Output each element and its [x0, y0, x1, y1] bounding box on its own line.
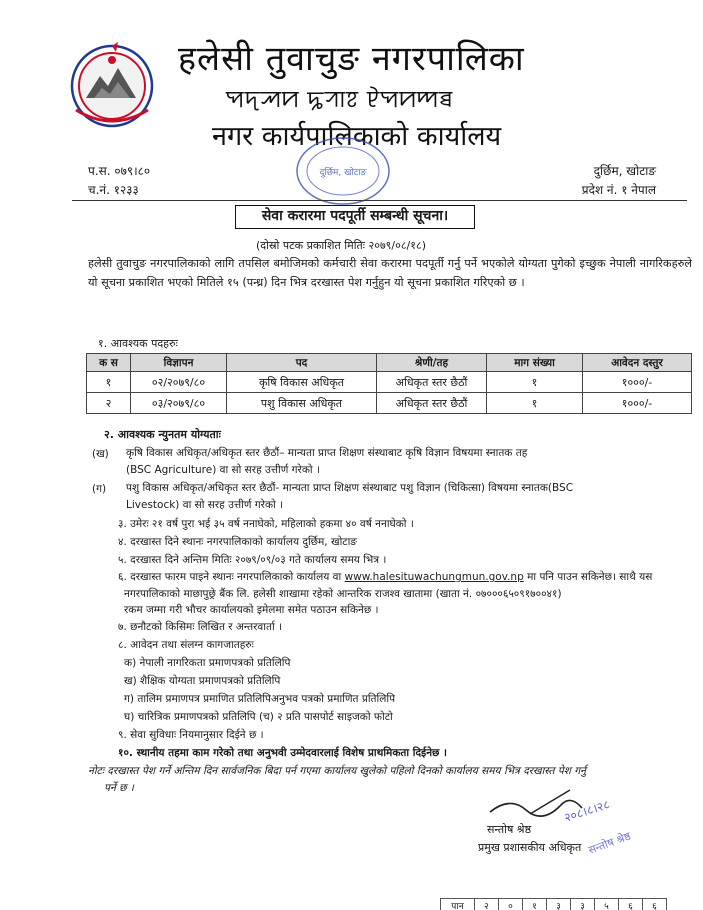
office-stamp-icon: [293, 135, 393, 207]
bank-account-info: नगरपालिकाको माछापुछ्रे बैंक लि. हलेसी शाखामा रहेको आन्तरिक राजश्व खातामा (खाता नं. ०७०००६५०९१७००४१): [124, 588, 562, 600]
form-availability-text: ६. दरखास्त फारम पाइने स्थानः नगरपालिकाको कार्यालय वा: [118, 571, 342, 583]
document-item: ख) शैक्षिक योग्यता प्रमाणपत्रको प्रतिलिपि: [124, 675, 281, 687]
qualification-agri-line: (BSC Agriculture) वा सो सरह उत्तीर्ण गरेको ।: [126, 464, 320, 476]
header-divider: [72, 200, 687, 201]
table-header-cell: क स: [87, 354, 131, 372]
posts-table: [86, 353, 692, 414]
table-header-cell: आवेदन दस्तुर: [583, 354, 692, 372]
register-cell: ३: [547, 899, 571, 910]
register-cell: ६: [619, 899, 643, 910]
register-cell: ०: [499, 899, 523, 910]
signatory-name: सन्तोष श्रेष्ठ: [487, 823, 532, 836]
qualification-label: (ग): [92, 483, 107, 495]
table-row: [87, 393, 692, 414]
table-cell: ०३/२०७९/८०: [131, 393, 227, 414]
table-cell: अधिकृत स्तर छैठौं: [377, 372, 487, 393]
table-cell: ०२/२०७९/८०: [131, 372, 227, 393]
qualification-label: (ख): [92, 448, 109, 460]
signatory-title: प्रमुख प्रशासकीय अधिकृत: [478, 841, 582, 854]
table-cell: पशु विकास अधिकृत: [227, 393, 377, 414]
reference-number: प.स. ०७९।८०: [88, 164, 151, 178]
province: प्रदेश नं. १ नेपाल: [581, 183, 656, 197]
documents-heading: ८. आवेदन तथा संलग्न कागजातहरुः: [118, 639, 254, 651]
table-cell: १: [87, 372, 131, 393]
application-deadline: ५. दरखास्त दिने अन्तिम मितिः २०७९/०९/०३ गते कार्यालय समय भित्र ।: [118, 554, 387, 566]
register-cell: ३: [571, 899, 595, 910]
dispatch-number: च.नं. १२३३: [88, 183, 139, 197]
register-cell: २: [475, 899, 499, 910]
table-cell: १: [487, 372, 583, 393]
document-item: ग) तालिम प्रमाणपत्र प्रमाणित प्रतिलिपिअनुभव पत्रको प्रमाणित प्रतिलिपि: [124, 693, 396, 705]
office-name: नगर कार्यपालिकाको कार्यालय: [212, 121, 502, 152]
svg-text:सन्तोष श्रेष्ठ: सन्तोष श्रेष्ठ: [586, 829, 633, 857]
table-cell: कृषि विकास अधिकृत: [227, 372, 377, 393]
section-qualifications: २. आवश्यक न्युनतम योग्यताः: [104, 428, 221, 441]
age-requirement: ३. उमेरः २१ वर्ष पुरा भई ३५ वर्ष ननाघेको, महिलाको हकमा ४० वर्ष ननाघेको ।: [118, 518, 414, 530]
intro-paragraph: हलेसी तुवाचुङ नगरपालिकाको लागि तपसिल बमोजिमको कर्मचारी सेवा करारमा पदपूर्ती गर्नु पर्ने भएकोले योग्यता पुगेको इच्छुक नेपाली नागरिकहरुले यो सूचना प्रकाशित भएको मितिले १५ (पन्ध्र) दिन भित्र दरखास्त पेश गर्नुहुन यो सूचना प्रकाशित गरिएको छ ।: [88, 257, 692, 289]
municipality-name: हलेसी तुवाचुङ नगरपालिका: [178, 39, 525, 79]
table-cell: १: [487, 393, 583, 414]
document-item: क) नेपाली नागरिकता प्रमाणपत्रको प्रतिलिपि: [124, 657, 291, 669]
table-header-row: [87, 354, 692, 372]
note-line: पर्ने छ ।: [104, 782, 134, 794]
table-header-cell: पद: [227, 354, 377, 372]
qualification-livestock-line: पशु विकास अधिकृत/अधिकृत स्तर छैठौं- मान्यता प्राप्त शिक्षण संस्थाबाट पशु विज्ञान (चिकित्सा) विषयमा स्नातक(BSC: [126, 482, 574, 494]
page-register-table: [440, 898, 667, 910]
form-availability: [118, 570, 692, 585]
table-cell: अधिकृत स्तर छैठौं: [377, 393, 487, 414]
municipality-emblem-icon: [66, 40, 158, 130]
register-label: पान: [441, 899, 475, 910]
svg-text:दुर्छिम, खोटाङ: दुर्छिम, खोटाङ: [319, 168, 367, 178]
notice-title: सेवा करारमा पदपूर्ती सम्बन्धी सूचना।: [235, 205, 475, 229]
register-cell: १: [523, 899, 547, 910]
website-link[interactable]: www.halesituwachungmun.gov.np: [344, 571, 524, 583]
application-place: ४. दरखास्त दिने स्थानः नगरपालिकाको कार्यालय दुर्छिम, खोटाङ: [118, 536, 357, 548]
table-header-cell: माग संख्या: [487, 354, 583, 372]
document-item: घ) चारित्रिक प्रमाणपत्रको प्रतिलिपि (च) २ प्रति पासपोर्ट साइजको फोटो: [124, 711, 393, 723]
office-address: दुर्छिम, खोटाङ: [593, 164, 656, 178]
signature-date: २०८।८।२८: [562, 797, 612, 825]
priority-note: १०. स्थानीय तहमा काम गरेको तथा अनुभवी उम्मेदवारलाई विशेष प्राथमिकता दिईनेछ ।: [118, 747, 448, 759]
publication-date: (दोस्रो पटक प्रकाशित मितिः २०७९/०८/१८): [256, 239, 426, 252]
table-cell: १०००/-: [583, 372, 692, 393]
qualification-livestock-line: Livestock) वा सो सरह उत्तीर्ण गरेको ।: [126, 499, 284, 511]
table-cell: १०००/-: [583, 393, 692, 414]
service-benefits: ९. सेवा सुविधाः नियमानुसार दिईने छ ।: [118, 729, 264, 741]
form-availability-text: मा पनि पाउन सकिनेछ। साथै यस: [527, 571, 653, 583]
section-required-posts: १. आवश्यक पदहरुः: [98, 337, 178, 350]
table-header-cell: श्रेणी/तह: [377, 354, 487, 372]
qualification-agri-line: कृषि विकास अधिकृत/अधिकृत स्तर छैठौं– मान्यता प्राप्त शिक्षण संस्थाबाट कृषि विज्ञान विषयमा स्नातक तह: [126, 447, 528, 459]
note-line: नोटः दरखास्त पेश गर्ने अन्तिम दिन सार्वजनिक बिदा पर्न गएमा कार्यालय खुलेको पहिलो दिनको कार्यालय समय भित्र दरखास्त पेश गर्नु: [88, 765, 586, 777]
script-name: ꠗꠖꠕꠙ ꠍꠞꠣꠐ ꠄꠗꠙꠈꠊ: [226, 88, 454, 113]
register-cell: ५: [595, 899, 619, 910]
table-cell: २: [87, 393, 131, 414]
table-header-cell: विज्ञापन: [131, 354, 227, 372]
register-cell: ६: [643, 899, 667, 910]
bank-deposit-note: रकम जम्मा गरी भौचर कार्यालयको इमेलमा समेत पठाउन सकिनेछ ।: [124, 604, 379, 616]
selection-method: ७. छनौटको किसिमः लिखित र अन्तरवार्ता ।: [118, 621, 283, 633]
table-row: [87, 372, 692, 393]
